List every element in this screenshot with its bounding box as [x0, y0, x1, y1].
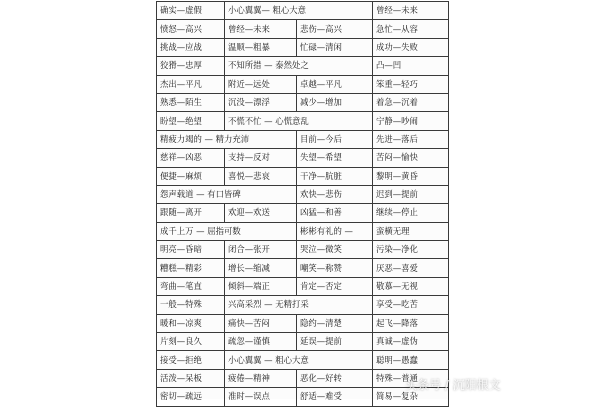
table-cell: 跟随—离开: [157, 204, 225, 222]
table-cell: 苦闷—愉快: [373, 149, 449, 167]
table-cell: 急忙—从容: [373, 20, 449, 38]
table-cell: 支持—反对: [225, 149, 297, 167]
table-cell: 愤怒—高兴: [157, 20, 225, 38]
watermark: 头条号 / 沉阳根文: [405, 378, 501, 392]
table-cell: 肯定—否定: [297, 277, 373, 295]
table-cell: 笨重—轻巧: [373, 75, 449, 93]
table-cell: 迟到—提前: [373, 185, 449, 203]
table-cell: 敬慕—无视: [373, 277, 449, 295]
table-cell: 目前—今后: [297, 130, 373, 148]
table-cell: 卓越—平凡: [297, 75, 373, 93]
table-row: [157, 149, 449, 167]
table-cell: 继续—停止: [373, 204, 449, 222]
table-cell: 哭泣—微笑: [297, 241, 373, 259]
table-cell: 蛮横无理: [373, 222, 449, 240]
table-cell: 闭合—张开: [225, 241, 297, 259]
table-cell: 舒适—难受: [297, 388, 373, 406]
table-cell: 简易—复杂: [373, 388, 449, 406]
table-cell: 成千上万 — 屈指可数: [157, 222, 297, 240]
table-cell: 曾经—未来: [225, 20, 297, 38]
table-cell: 片刻—良久: [157, 333, 225, 351]
table-cell: 凸—凹: [373, 57, 449, 75]
table-cell: 兴高采烈 — 无精打采: [225, 296, 373, 314]
table-cell: 倾斜—端正: [225, 277, 297, 295]
table-cell: 不知所措 — 泰然处之: [225, 57, 373, 75]
table-cell: 准时—误点: [225, 388, 297, 406]
table-cell: 失望—希望: [297, 149, 373, 167]
table-cell: 增长—缩减: [225, 259, 297, 277]
table-cell: 欢迎—欢送: [225, 204, 297, 222]
table-cell: 成功—失败: [373, 38, 449, 56]
table-row: [157, 259, 449, 277]
table-cell: 着急—沉着: [373, 93, 449, 111]
table-cell: 痛快—苦闷: [225, 314, 297, 332]
table-cell: 沉没—漂浮: [225, 93, 297, 111]
table-cell: 干净—肮脏: [297, 167, 373, 185]
table-cell: 厌恶—喜爱: [373, 259, 449, 277]
table-row: [157, 296, 449, 314]
table-cell: 起飞—降落: [373, 314, 449, 332]
table-row: [157, 241, 449, 259]
table-row: [157, 333, 449, 351]
table-cell: 杰出—平凡: [157, 75, 225, 93]
table-row: [157, 38, 449, 56]
table-row: [157, 2, 449, 20]
antonym-table-body: [157, 2, 449, 407]
table-cell: 狡猾—忠厚: [157, 57, 225, 75]
table-cell: 小心翼翼 — 粗心大意: [225, 351, 373, 369]
table-cell: 特殊—普通: [373, 369, 449, 387]
table-cell: 慈祥—凶恶: [157, 149, 225, 167]
table-row: [157, 167, 449, 185]
table-cell: 彬彬有礼的 —: [297, 222, 373, 240]
table-cell: 熟悉—陌生: [157, 93, 225, 111]
table-cell: 黎明—黄昏: [373, 167, 449, 185]
table-cell: 隐约—清楚: [297, 314, 373, 332]
table-cell: 曾经—未来: [373, 2, 449, 20]
table-cell: 活泼—呆板: [157, 369, 225, 387]
table-cell: 糟糕—精彩: [157, 259, 225, 277]
table-row: [157, 351, 449, 369]
table-cell: 密切—疏远: [157, 388, 225, 406]
table-row: [157, 185, 449, 203]
table-row: [157, 112, 449, 130]
table-cell: 污染—净化: [373, 241, 449, 259]
table-row: [157, 277, 449, 295]
table-cell: 明亮—昏暗: [157, 241, 225, 259]
table-cell: 挑战—应战: [157, 38, 225, 56]
table-row: [157, 204, 449, 222]
table-cell: 真诚—虚伪: [373, 333, 449, 351]
table-cell: 确实—虚假: [157, 2, 225, 20]
table-cell: 欢快—悲伤: [297, 185, 373, 203]
table-cell: 减少—增加: [297, 93, 373, 111]
table-cell: 精疲力竭的 — 精力充沛: [157, 130, 297, 148]
table-cell: 享受—吃苦: [373, 296, 449, 314]
table-cell: 不慌不忙 — 心慌意乱: [225, 112, 373, 130]
table-cell: 怨声载道 — 有口皆碑: [157, 185, 297, 203]
table-row: [157, 130, 449, 148]
table-cell: 便捷—麻烦: [157, 167, 225, 185]
table-cell: 一般—特殊: [157, 296, 225, 314]
table-cell: 小心翼翼— 粗心大意: [225, 2, 373, 20]
table-row: [157, 20, 449, 38]
table-cell: 嘲笑—称赞: [297, 259, 373, 277]
table-row: [157, 75, 449, 93]
table-cell: 接受—拒绝: [157, 351, 225, 369]
table-row: [157, 57, 449, 75]
table-row: [157, 93, 449, 111]
table-cell: 宁静—吵闹: [373, 112, 449, 130]
table-cell: 凶猛—和善: [297, 204, 373, 222]
table-cell: 温顺—粗暴: [225, 38, 297, 56]
table-cell: 暖和—凉爽: [157, 314, 225, 332]
table-cell: 悲伤—高兴: [297, 20, 373, 38]
table-cell: 疲倦—精神: [225, 369, 297, 387]
table-cell: 疏忽—谨慎: [225, 333, 297, 351]
table-cell: 附近—远处: [225, 75, 297, 93]
table-row: [157, 314, 449, 332]
table-cell: 弯曲—笔直: [157, 277, 225, 295]
document-page: [156, 1, 448, 402]
table-cell: 恶化—好转: [297, 369, 373, 387]
table-cell: 忙碌—清闲: [297, 38, 373, 56]
table-cell: 盼望—绝望: [157, 112, 225, 130]
table-cell: 喜悦—悲哀: [225, 167, 297, 185]
table-row: [157, 222, 449, 240]
antonym-table: [156, 1, 449, 407]
table-cell: 延误—提前: [297, 333, 373, 351]
table-cell: 聪明—愚蠢: [373, 351, 449, 369]
table-cell: 先进—落后: [373, 130, 449, 148]
